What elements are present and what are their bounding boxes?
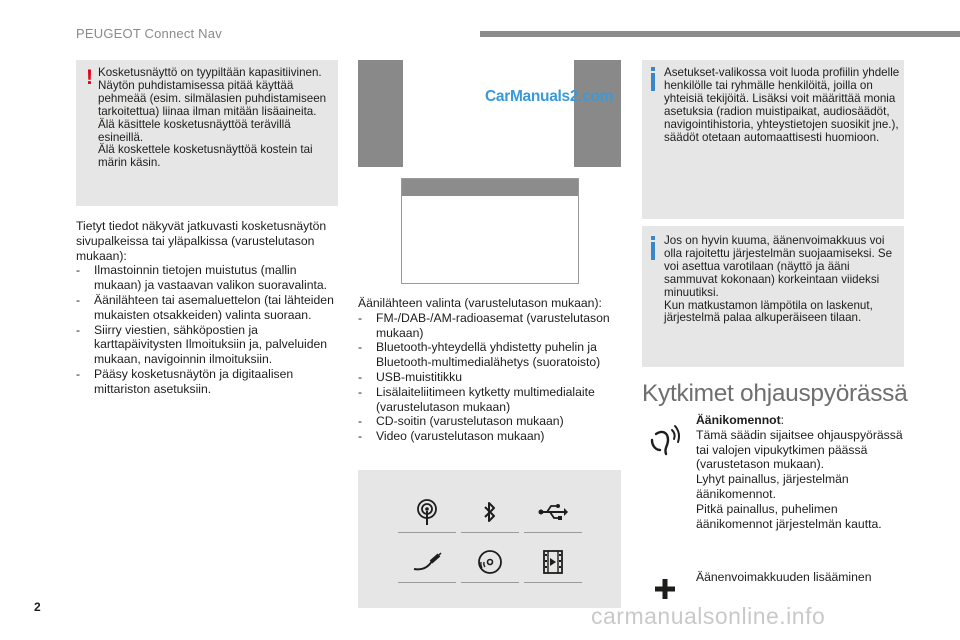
exclamation-icon: ! — [86, 66, 93, 89]
voice-title: Äänikomennot — [696, 413, 781, 427]
volume-up-text: Äänenvoimakkuuden lisääminen — [696, 570, 872, 584]
video-icon — [524, 542, 582, 583]
source-screen-illustration — [401, 178, 579, 284]
info-line: Kun matkustamon lämpötila on laskenut, järjestelmä palaa alkuperäiseen tilaan. — [664, 298, 873, 325]
bluetooth-icon — [461, 492, 519, 533]
warning-line: Näytön puhdistamisessa pitää käyttää pehmeää (esim. silmälasien puhdistamiseen tarkoitettua) liinaa ilman mitään lisäaineita. — [98, 78, 327, 118]
header-bar — [480, 31, 960, 37]
screen-inner — [403, 60, 574, 167]
info-icon — [651, 242, 655, 260]
voice-line: Pitkä painallus, puhelimen äänikomennot järjestelmän kautta. — [696, 501, 882, 531]
list-item: - CD-soitin (varustelutason mukaan) — [358, 414, 622, 429]
site-watermark: carmanualsonline.info — [591, 603, 826, 629]
watermark: CarManuals2.com — [485, 88, 614, 105]
list-item: - Äänilähteen tai asemaluettelon (tai lähteiden mukaisten otsakkeiden) valinta suoraan. — [76, 293, 340, 323]
aux-cable-icon — [398, 542, 456, 583]
column1-intro: Tietyt tiedot näkyvät jatkuvasti kosketusnäytön sivupalkeissa tai yläpalkissa (varustelutason mukaan): — [76, 219, 327, 263]
info-line: Jos on hyvin kuuma, äänenvoimakkuus voi olla rajoitettu järjestelmän suojaamiseksi. Se voi asettua varotilaan (näyttö ja ääni sammuvat kokonaan) korkeintaan viideksi minuutiksi. — [664, 234, 893, 299]
list-item: - Siirry viestien, sähköpostien ja karttapäivitysten Ilmoituksiin ja, palveluiden mukaan, navigoinnin ilmoituksiin. — [76, 323, 340, 367]
info-text: Asetukset-valikossa voit luoda profiilin yhdelle henkilölle tai ryhmälle henkilöitä, joilla on yhteisiä tekijöitä. Lisäksi voit määrittää monia asetuksia (radion muistipaikat, audiosäädöt, navigointihistoria, yhteystietojen suosikit jne.), säädöt otetaan automaattisesti huomioon. — [664, 66, 900, 144]
plus-icon — [655, 579, 675, 604]
screen-header-bar — [402, 179, 578, 196]
usb-icon — [524, 492, 582, 533]
source-selection-info — [358, 296, 622, 444]
list-item: - FM-/DAB-/AM-radioasemat (varustelutason mukaan) — [358, 311, 622, 341]
info-text — [664, 235, 900, 325]
column2-intro: Äänilähteen valinta (varustelutason mukaan): — [358, 296, 602, 310]
source-icon-panel — [358, 470, 621, 608]
warning-text — [98, 67, 334, 170]
list-item: - Bluetooth-yhteydellä yhdistetty puhelin ja Bluetooth-multimedialähetys (suoratoisto) — [358, 340, 622, 370]
list-item: - Ilmastoinnin tietojen muistutus (mallin mukaan) ja vastaavan valikon suoravalinta. — [76, 263, 340, 293]
warning-line: Kosketusnäyttö on tyypiltään kapasitiivinen. — [98, 66, 322, 79]
voice-command-text — [696, 413, 906, 531]
warning-line: Älä koskettele kosketusnäyttöä kostein tai märin käsin. — [98, 143, 313, 170]
cd-icon — [461, 542, 519, 583]
header-title: PEUGEOT Connect Nav — [76, 26, 222, 41]
list-item: - Lisälaiteliitimeen kytketty multimedialaite (varustelutason mukaan) — [358, 385, 622, 415]
voice-line: Lyhyt painallus, järjestelmän äänikomennot. — [696, 472, 849, 501]
info-icon — [651, 73, 655, 91]
section-heading: Kytkimet ohjauspyörässä — [642, 380, 908, 407]
voice-line: Tämä säädin sijaitsee ohjauspyörässä tai valojen vipukytkimen päässä (varustetason mukaan). — [696, 427, 903, 472]
status-bar-info — [76, 219, 340, 397]
list-item: - Video (varustelutason mukaan) — [358, 429, 622, 444]
page-number: 2 — [34, 600, 41, 614]
radio-icon — [398, 492, 456, 533]
voice-title-line — [696, 413, 906, 428]
screen-illustration — [358, 60, 621, 167]
list-item: - USB-muistitikku — [358, 370, 622, 385]
voice-command-icon — [646, 420, 684, 463]
warning-line: Älä käsittele kosketusnäyttöä terävillä esineillä. — [98, 117, 291, 144]
list-item: - Pääsy kosketusnäytön ja digitaalisen mittariston asetuksiin. — [76, 367, 340, 397]
voice-title-colon: : — [780, 413, 785, 427]
